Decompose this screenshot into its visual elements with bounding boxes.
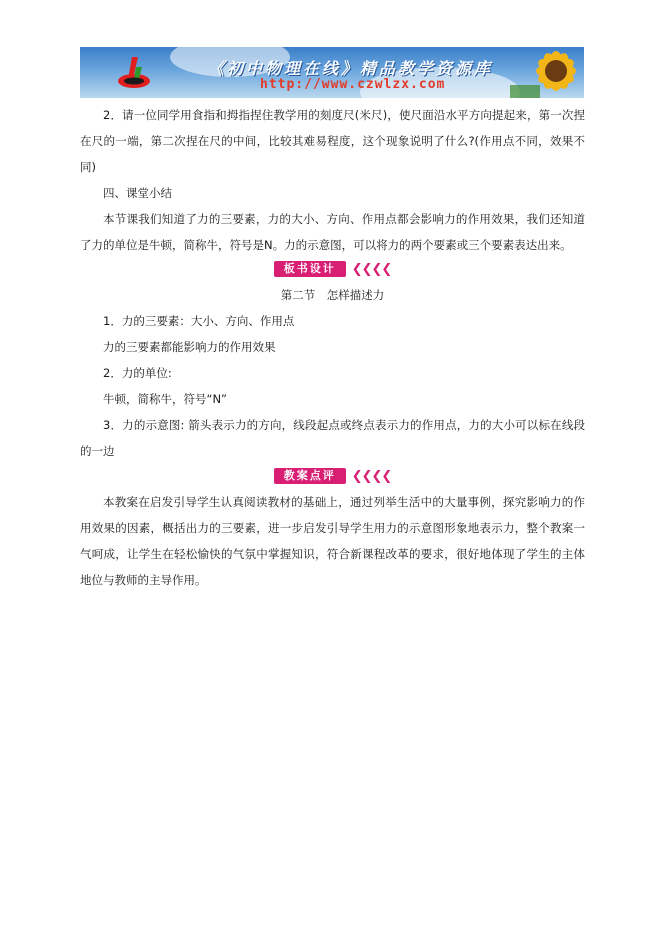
- chevron-left-icon: ❮❮❮❮: [351, 261, 392, 277]
- board-item-1-sub: 力的三要素都能影响力的作用效果: [103, 340, 276, 354]
- board-title: 第二节 怎样描述力: [280, 288, 385, 302]
- review-header: [80, 466, 585, 486]
- question-paragraph: 2．请一位同学用食指和拇指捏住教学用的刻度尺(米尺)，使尺面沿水平方向提起来，第一次捏在尺的一端，第二次捏在尺的中间，比较其难易程度，这个现象说明了什么?(作用点不同，效果不同): [80, 108, 585, 174]
- banner-url[interactable]: http://www.czwlzx.com: [260, 77, 446, 92]
- chevron-left-icon: ❮❮❮❮: [351, 468, 392, 484]
- review-paragraph: 本教案在启发引导学生认真阅读教材的基础上，通过列举生活中的大量事例，探究影响力的作用效果的因素，概括出力的三要素，进一步启发引导学生用力的示意图形象地表示力，整个教案一气呵成，让学生在轻松愉快的气氛中掌握知识，符合新课程改革的要求，很好地体现了学生的主体地位与教师的主导作用。: [80, 495, 585, 587]
- board-item-3: 3．力的示意图: 箭头表示力的方向，线段起点或终点表示力的作用点，力的大小可以标在线段的一边: [80, 418, 585, 458]
- board-design-header: [80, 259, 585, 279]
- header-banner: [80, 47, 584, 98]
- banner-title: 《初中物理在线》精品教学资源库: [208, 59, 494, 78]
- review-badge: 教案点评: [274, 468, 346, 484]
- logo-icon: [114, 53, 154, 93]
- section-heading-summary: 四、课堂小结: [103, 186, 172, 200]
- summary-paragraph: 本节课我们知道了力的三要素，力的大小、方向、作用点都会影响力的作用效果，我们还知道了力的单位是牛顿，简称牛，符号是N。力的示意图，可以将力的两个要素或三个要素表达出来。: [80, 212, 585, 252]
- board-item-1: 1．力的三要素：大小、方向、作用点: [103, 314, 295, 328]
- board-design-badge: 板书设计: [274, 261, 346, 277]
- sunflower-icon: [510, 47, 584, 98]
- board-item-2-sub: 牛顿，简称牛，符号“N”: [103, 392, 228, 406]
- board-item-2: 2．力的单位:: [103, 366, 172, 380]
